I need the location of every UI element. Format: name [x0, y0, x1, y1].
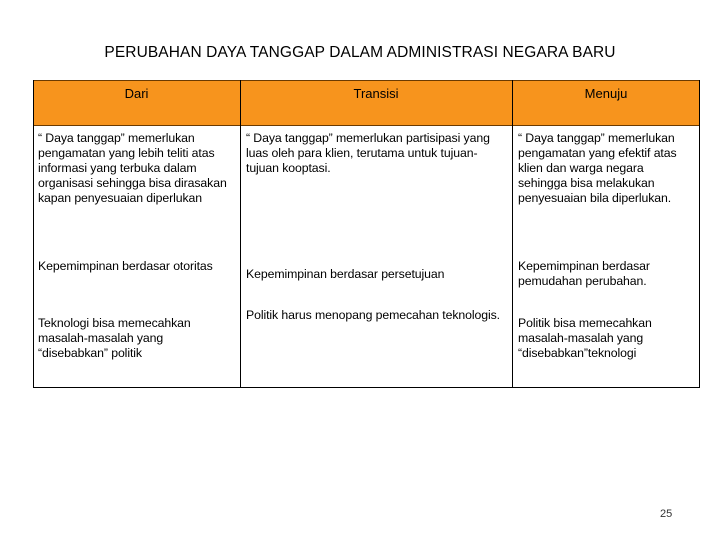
table-border-right [699, 80, 700, 388]
page-number: 25 [660, 508, 673, 520]
column-divider-2 [512, 80, 513, 388]
row-3-dari: Teknologi bisa memecahkan masalah-masalah yang “disebabkan” politik [38, 316, 191, 360]
header-transisi: Transisi [353, 86, 399, 101]
column-divider-1 [240, 80, 241, 388]
slide-title: PERUBAHAN DAYA TANGGAP DALAM ADMINISTRASI NEGARA BARU [104, 44, 616, 61]
header-dari: Dari [124, 86, 149, 101]
row-3-menuju: Politik bisa memecahkan masalah-masalah yang “disebabkan”teknologi [518, 316, 652, 360]
table-border-bottom [33, 387, 700, 388]
row-2-transisi: Kepemimpinan berdasar persetujuan [246, 267, 445, 281]
row-1-menuju: “ Daya tanggap” memerlukan pengamatan yang efektif atas klien dan warga negara sehingga bisa melakukan penyesuaian bila diperlukan. [518, 131, 677, 205]
row-3-transisi: Politik harus menopang pemecahan teknologis. [246, 308, 500, 322]
table-border-left [33, 80, 34, 388]
header-menuju: Menuju [584, 86, 628, 101]
row-2-menuju: Kepemimpinan berdasar pemudahan perubahan. [518, 259, 650, 288]
comparison-table [33, 80, 700, 388]
row-2-dari: Kepemimpinan berdasar otoritas [38, 259, 213, 273]
row-1-transisi: “ Daya tanggap” memerlukan partisipasi yang luas oleh para klien, terutama untuk tujuan-tujuan kooptasi. [246, 131, 490, 175]
row-1-dari: “ Daya tanggap” memerlukan pengamatan yang lebih teliti atas informasi yang terbuka dalam organisasi sehingga bisa dirasakan kapan penyesuaian diperlukan [38, 131, 227, 205]
